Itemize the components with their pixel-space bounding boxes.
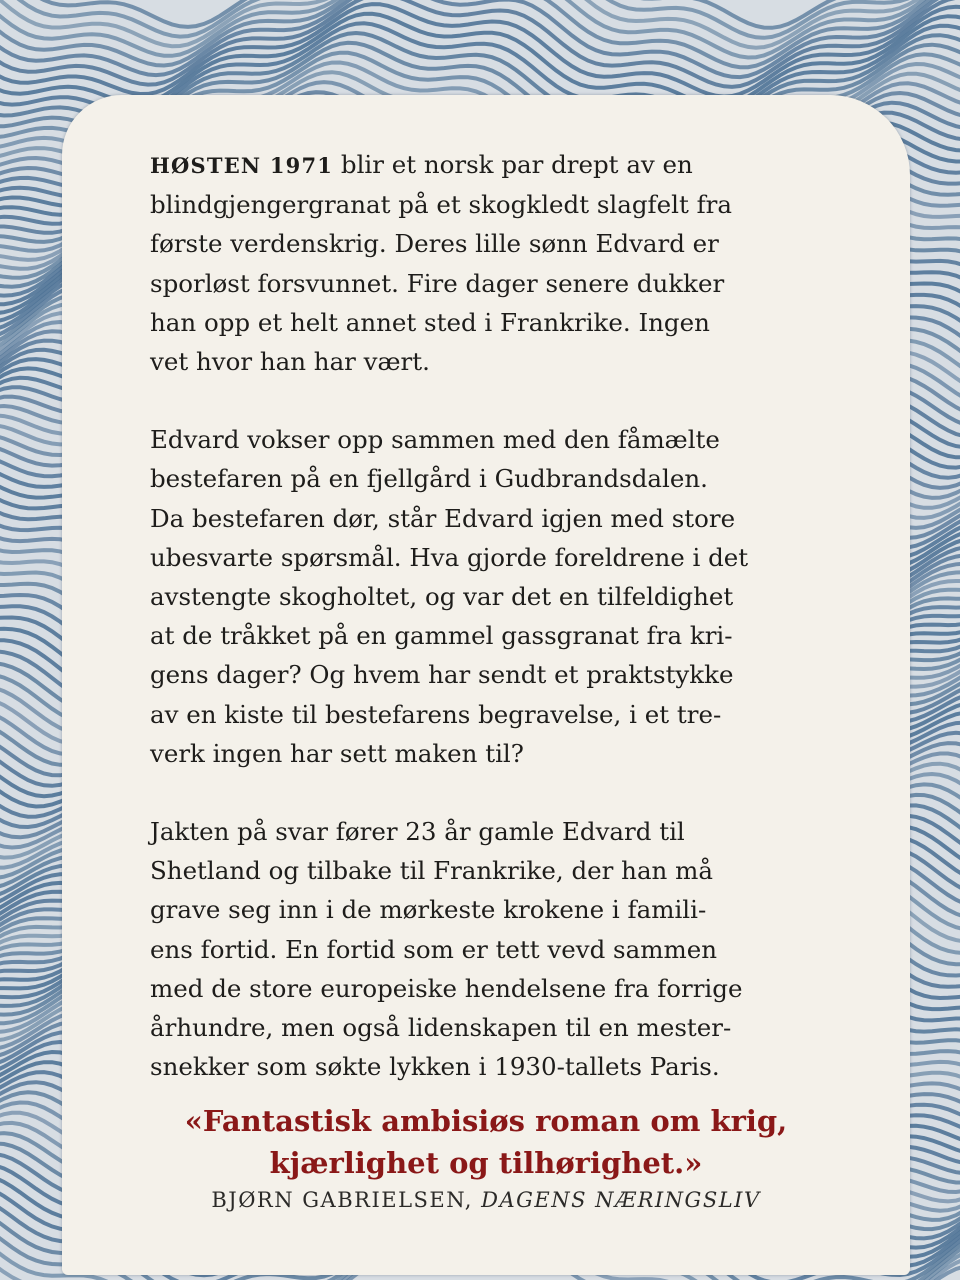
text-line: sporløst forsvunnet. Fire dager senere dukker	[150, 268, 725, 298]
review-quote	[62, 1100, 910, 1184]
text-line: Da bestefaren dør, står Edvard igjen med store	[150, 503, 736, 533]
attribution-publication: DAGENS NÆRINGSLIV	[481, 1188, 761, 1212]
text-line: ens fortid. En fortid som er tett vevd sammen	[150, 934, 717, 964]
text-line: snekker som søkte lykken i 1930-tallets Paris.	[150, 1052, 720, 1082]
attribution-author: BJØRN GABRIELSEN,	[211, 1188, 482, 1212]
text-line: avstengte skogholtet, og var det en tilfeldighet	[150, 582, 734, 612]
text-line: han opp et helt annet sted i Frankrike. Ingen	[150, 307, 710, 337]
text-line: at de tråkket på en gammel gassgranat fra kri-	[150, 621, 733, 651]
text-line: bestefaren på en fjellgård i Gudbrandsdalen.	[150, 464, 708, 494]
text-line: første verdenskrig. Deres lille sønn Edvard er	[150, 229, 719, 259]
text-line: århundre, men også lidenskapen til en mester-	[150, 1013, 732, 1043]
text-line: Shetland og tilbake til Frankrike, der han må	[150, 856, 713, 886]
quote-line: kjærlighet og tilhørighet.»	[269, 1146, 703, 1180]
quote-line: «Fantastisk ambisiøs roman om krig,	[184, 1104, 788, 1138]
paragraph-3	[150, 812, 850, 1086]
blurb	[150, 145, 850, 1125]
lead-in: HØSTEN 1971	[150, 153, 334, 178]
paragraph-2	[150, 420, 850, 773]
text-line: Edvard vokser opp sammen med den fåmælte	[150, 425, 720, 455]
text-line: vet hvor han har vært.	[150, 347, 430, 377]
text-line: gens dager? Og hvem har sendt et praktstykke	[150, 660, 734, 690]
quote-attribution	[62, 1188, 910, 1212]
text-line: HØSTEN 1971 blir et norsk par drept av en	[150, 150, 693, 179]
text-line: grave seg inn i de mørkeste krokene i famili-	[150, 895, 707, 925]
text-line: av en kiste til bestefarens begravelse, i et tre-	[150, 699, 722, 729]
text-line: Jakten på svar fører 23 år gamle Edvard til	[150, 817, 685, 847]
paragraph-1	[150, 145, 850, 381]
text-line: ubesvarte spørsmål. Hva gjorde foreldrene i det	[150, 542, 749, 572]
text-line: med de store europeiske hendelsene fra forrige	[150, 973, 743, 1003]
text-line: verk ingen har sett maken til?	[150, 738, 524, 768]
text-line: blindgjengergranat på et skogkledt slagfelt fra	[150, 190, 732, 220]
